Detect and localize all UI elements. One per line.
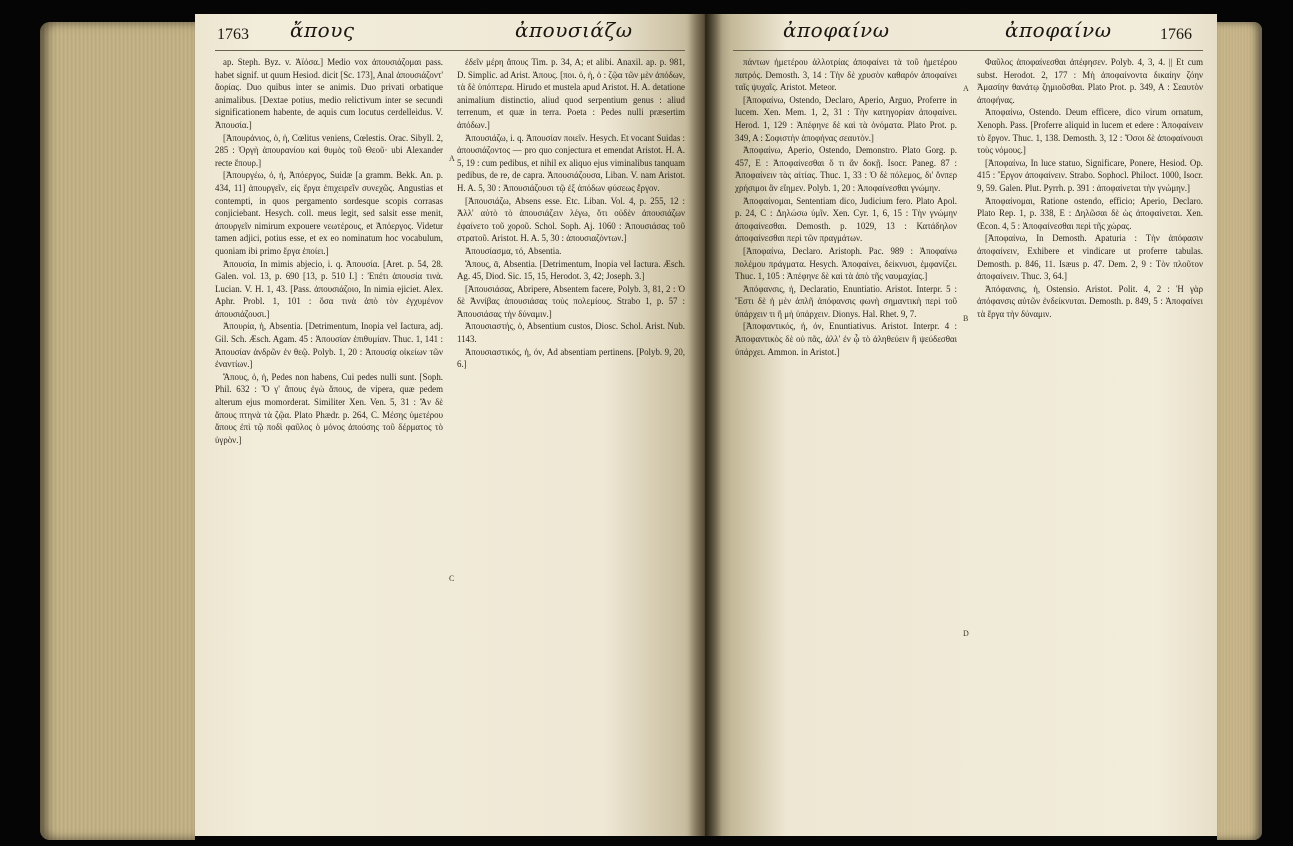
dictionary-entry: [Ἀποφαίνω, Declaro. Aristoph. Pac. 989 : Ἀποφαίνω πολέμου πράγματα. Hesych. Ἀποφαίνει, δείκνυσι, ἐμφανίζει. Thuc. 1, 105 : Ἀπέφηνε δὲ καὶ τὰ ἀπὸ τῆς ναυμαχίας.]	[735, 245, 957, 282]
dictionary-entry: Ἀπουρία, ἡ, Absentia. [Detrimentum, Inopia vel Iactura, adj. Gil. Sch. Æsch. Agam. 45 : Ἀπουσίαν ἐπιθυμίαν. Thuc. 1, 141 : Ἀπουσίαν ἀνδρῶν ἐν θεῷ. Polyb. 1, 20 : Ἀπουσίᾳ οἰκείων τῶν ἐναντίων.]	[215, 321, 443, 370]
dictionary-entry: Ἀποφαίνομαι, Sententiam dico, Judicium fero. Plato Apol. p. 24, C : Δηλώσω ὑμῖν. Xen. Cyr. 1, 6, 15 : Τὴν γνώμην ἀποφαίνεσθαι. Demosth. p. 1029, 13 : Κατάδηλον ἀποφαίνεσθαι περὶ τῶν πραγμάτων.	[735, 195, 957, 244]
dictionary-entry: Ἄπους, ὁ, ἡ, Pedes non habens, Cui pedes nulli sunt. [Soph. Phil. 632 : Ὅ γ' ἄπους ἐγὼ ἄπους, de vipera, quæ pedem alterum ejus momorderat. Similiter Xen. Ven. 5, 31 : Ἄν δὲ ἄπους πτηνὰ τὰ ζῷα. Plato Phædr. p. 264, C. Μέσης ὑμετέρου ἄπους ἐπὶ τῷ ποδὶ φαῦλος ὁ μόνος ἀπούσης τοῦ δέρματος τὸ ὑγρὸν.]	[215, 371, 443, 445]
left-header-rule	[215, 50, 685, 51]
dictionary-entry: [Ἀποφαίνω, Ostendo, Declaro, Aperio, Arguo, Proferre in lucem. Xen. Mem. 1, 2, 31 : Τὴν κατηγορίαν ἀποφαίνει. Herod. 1, 129 : Ἀπέφηνε δὲ καὶ τὰ ὀνόματα. Plato Prot. p. 349, A : Σοφιστὴν ἀποφήνας σεαυτὸν.]	[735, 94, 957, 143]
dictionary-entry: [Ἀπουράνιος, ὁ, ἡ, Cœlitus veniens, Cœlestis. Orac. Sibyll. 2, 285 : Ὀργὴ ἀπουρανίου καὶ θυμὸς τοῦ Θεοῦ· ubi Alexander recte ἔπουρ.]	[215, 132, 443, 168]
left-page-number: 1763	[217, 26, 249, 43]
dictionary-entry: [Ἀποφαίνω, In Demosth. Apaturia : Τὴν ἀπόφασιν ἀποφαίνειν, Exhibere et vindicare ut proferre tabulas. Demosth. p. 846, 11. Isæus p. 47. Dem. 2, 9 : Τὸν πλοῦτον ἀποφαίνειν. Thuc. 3, 64.]	[977, 233, 1203, 282]
dictionary-entry: [Ἀποφαίνω, In luce statuo, Significare, Ponere, Hesiod. Op. 415 : Ἔργον ἀποφαίνειν. Strabo. Sophocl. Philoct. 1000, Isocr. 9, 59. Galen. Plut. Pyrrh. p. 391 : ἀποφαίνεται τὴν γνώμην.]	[977, 157, 1203, 193]
right-page	[705, 14, 1217, 836]
left-headword-2: ἀπουσιάζω	[515, 18, 633, 42]
dictionary-entry: [Ἀποφαντικός, ἡ, όν, Enuntiativus. Aristot. Interpr. 4 : Ἀποφαντικὸς δὲ οὐ πᾶς, ἀλλ' ἐν ᾧ τὸ ἀληθεύειν ἢ ψεύδεσθαι ὑπάρχει. Ammon. in Aristot.]	[735, 321, 957, 357]
left-page	[195, 14, 705, 836]
dictionary-entry: Ἀπόφανσις, ἡ, Declaratio, Enuntiatio. Aristot. Interpr. 5 : Ἔστι δὲ ἡ μὲν ἁπλῆ ἀπόφανσις φωνὴ σημαντικὴ περὶ τοῦ ὑπάρχειν τι ἢ μὴ ὑπάρχειν. Dionys. Hal. Rhet. 9, 7.	[735, 283, 957, 319]
dictionary-entry: Ἀπουσιαστικός, ἡ, όν, Ad absentiam pertinens. [Polyb. 9, 20, 6.]	[457, 346, 685, 370]
right-headword: ἀποφαίνω	[783, 18, 890, 42]
dictionary-entry: Ἀπόφανσις, ἡ, Ostensio. Aristot. Polit. 4, 2 : Ἡ γὰρ ἀπόφανσις αὐτῶν ἐνδείκνυται. Demosth. p. 849, 5 : Ἀποφαίνει τὰ ἔργα τὴν δύναμιν.	[977, 283, 1203, 319]
dictionary-entry: [Ἀπουσιάζω, Absens esse. Etc. Liban. Vol. 4, p. 255, 12 : Ἀλλ' αὐτὸ τὸ ἀπουσιάζειν λέγω, ὅτι οὐδὲν ἀπουσιάζων ἐφαίνετο τοῦ χοροῦ. Schol. Soph. Aj. 1060 : Ἀπουσιάσας τοῦ στρατοῦ. Aristot. H. A. 5, 30 : ἀπουσιαζόντων.]	[457, 195, 685, 244]
right-column-a	[735, 56, 957, 832]
left-page-edges	[40, 22, 195, 840]
left-margin-marker: C	[449, 574, 455, 583]
dictionary-entry: πάντων ἡμετέρου ἀλλοτρίας ἀποφαίνει τὰ τοῦ ἡμετέρου πατρός. Demosth. 3, 14 : Τὴν δὲ χρυσὸν καθαρόν ἀποφαίνει ταῖς ψυχαῖς. Aristot. Meteor.	[735, 57, 957, 93]
left-headword: ἄπους	[290, 18, 355, 42]
dictionary-entry: Ἀποφαίνομαι, Ratione ostendo, efficio; Aperio, Declaro. Plato Rep. 1, p. 338, E : Δηλῶσαι δὲ ὡς ἀποφαίνεται. Xen. Œcon. 4, 5 : Ἀποφαίνεσθαι περὶ τῆς χώρας.	[977, 195, 1203, 231]
dictionary-entry: ap. Steph. Byz. v. Ἀϊόσα.] Medio vox ἀπουσιάζομαι pass. habet signif. ut quum Hesiod. dicit [Sc. 173], Anal ἀπουσιάζοντ' ἄορίας. Duo quibus inter se animis. Duo privati orbatique animalibus. [Dextae potius, medio relictivum inter se secundi significationem habente, de aquis cum locutus cerdelleidus. V. Ἀπουσία.]	[215, 57, 443, 130]
dictionary-entry: Φαῦλος ἀποφαίνεσθαι ἀπέφησεν. Polyb. 4, 3, 4. || Et cum subst. Herodot. 2, 177 : Μὴ ἀποφαίνοντα δικαίην ζόην Ἀμασίην θανάτῳ ζημιοῦσθαι. Plato Prot. p. 349, A : Σεαυτὸν ἀποφήνας.	[977, 57, 1203, 105]
right-header-rule	[733, 50, 1203, 51]
dictionary-entry: [Ἀπουσιάσας, Abripere, Absentem facere, Polyb. 3, 81, 2 : Ὁ δὲ Ἀννίβας ἀπουσιάσας τοὺς πολεμίους. Strabo 1, p. 57 : Ἀπουσιάσας τὴν δύναμιν.]	[457, 283, 685, 319]
right-page-number: 1766	[1160, 26, 1192, 43]
dictionary-entry: Ἀπουσιαστής, ὁ, Absentium custos, Diosc. Schol. Arist. Nub. 1143.	[457, 321, 685, 345]
dictionary-entry: Ἀποφαίνω, Ostendo. Deum efficere, dico virum ornatum, Xenoph. Pass. [Proferre aliquid in lucem et edere : Ἀποφαίνειν τὸ ἔργον. Thuc. 1, 138. Demosth. 3, 12 : Ὅσοι δὲ ἀποφαίνουσι τοὺς νόμους.]	[977, 107, 1203, 156]
left-column-a	[215, 56, 443, 832]
dictionary-entry: ἐδεῖν μέρη ἄπους Tim. p. 34, A; et alibi. Anaxil. ap. p. 981, D. Simplic. ad Arist. Ἀπους. [ποι. ὁ, ἡ, ὁ : ζῷα τῶν μὲν ἀπόδων, τὰ δὲ ὑπόπτερα. Hirudo et mustela apud Aristot. H. A. detatione animalium distinctio, aliud quod serpentium genus : aliud terrenum, et quæ in terra. Poeta : Pedes nulli præsertim ἀπόδων.]	[457, 57, 685, 130]
left-column-b	[457, 56, 685, 832]
right-column-b	[977, 56, 1203, 832]
dictionary-entry: Ἀπουσίασμα, τό, Absentia.	[465, 245, 562, 256]
open-book	[40, 8, 1262, 844]
dictionary-entry: Ἀπουσιάζω, i. q. Ἀπουσίαν ποιεῖν. Hesych. Et vocant Suidas : ἀπουσιάζοντος — pro quo conjectura et emendat Aristot. H. A. 5, 19 : cum pedibus, et nihil ex aliquo ejus viminalibus tanquam pedibus, de re, de capra. Ἀπουσιάζουσα, Liban. V. nam Aristot. H. A. 5, 30 : Ἀπουσιάζουσι τῷ ἐξ ἀπόδων φύσεως ἔργον.	[457, 132, 685, 193]
dictionary-entry: Ἄπους, ᾱ, Absentia. [Detrimentum, Inopia vel Iactura. Æsch. Ag. 45, Diod. Sic. 15, 15, Herodot. 3, 42; Joseph. 3.]	[457, 258, 685, 282]
right-margin-marker: A	[963, 84, 969, 93]
book-gutter	[688, 14, 722, 836]
right-headword-2: ἀποφαίνω	[1005, 18, 1112, 42]
right-margin-marker: B	[963, 314, 969, 323]
dictionary-entry: [Ἀπουργέω, ὁ, ἡ, Ἀπόεργος, Suidæ [a gramm. Bekk. An. p. 434, 11] ἀπουργεῖν, εἰς ἔργα ἐπιχειρεῖν συνεχῶς. Angustias et contempti, in quos pergamento sordesque scopis corrasas conjiciebant. Hesych. coll. meus legit, sed salsit esse menit, ἀπουργεῖν nimirum expouere νεωτέρους, et Ἀπόεργος. Videtur tamen adjici, potius esse, et ex eo nominatum hoc vocabulum, quoniam ibi primo ἔργα ἐποίει.]	[215, 170, 443, 256]
dictionary-entry: Ἀποφαίνω, Aperio, Ostendo, Demonstro. Plato Gorg. p. 457, E : Ἀποφαίνεσθαι ὅ τι ἂν δοκῇ. Isocr. Paneg. 87 : Ἀποφαίνειν τὰς αἰτίας. Thuc. 1, 33 : Ὁ δὲ πόλεμος, δι' ὅνπερ χρήσιμοι ἂν εἴημεν. Polyb. 1, 20 : Ἀποφαίνεσθαι γνώμην.	[735, 145, 957, 193]
left-margin-marker: A	[449, 154, 455, 163]
dictionary-entry: Ἀπουσία, In mimis abjecio, i. q. Ἀπουσία. [Aret. p. 54, 28. Galen. vol. 13, p. 690 [13, p. 510 I.] : Ἐπέτι ἀπουσία τινὰ. Lucian. V. H. 1, 43. [Pass. ἀπουσιάζοιο, In nimia ejiciet. Alex. Aphr. Probl. 1, 101 : ὅσα τινὰ ἀπὸ τὸν ἐγχυμένον ἀπουσιάζουσι.]	[215, 258, 443, 319]
right-margin-marker: D	[963, 629, 969, 638]
right-page-edges	[1217, 22, 1262, 840]
